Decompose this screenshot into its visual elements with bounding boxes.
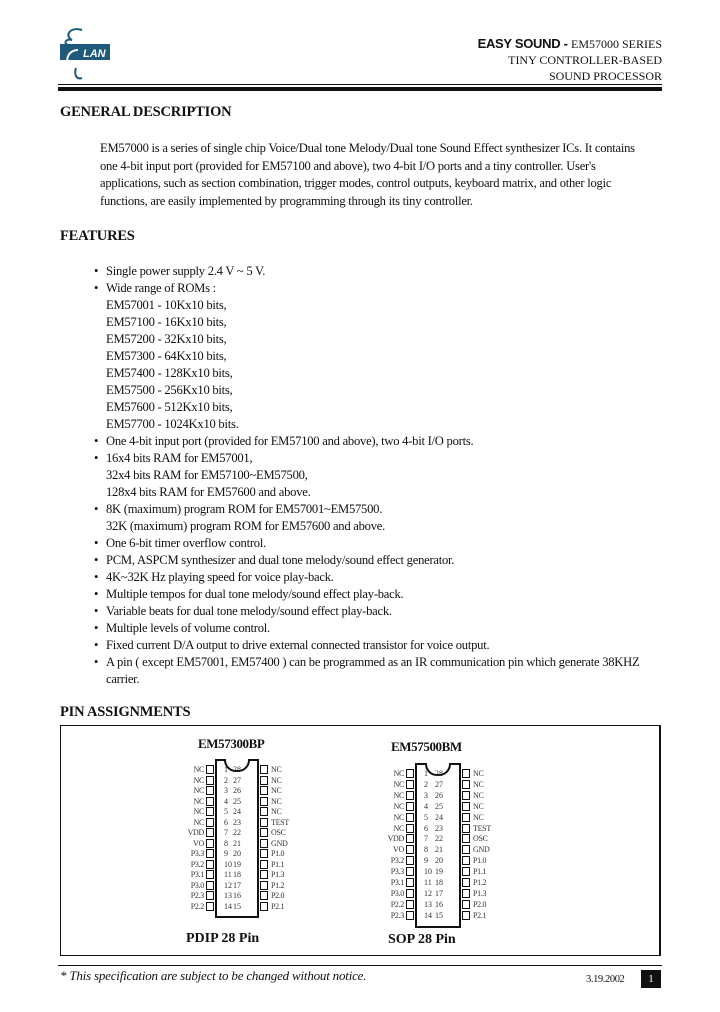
pin-pad xyxy=(406,791,414,800)
bullet-icon: • xyxy=(94,638,99,652)
pin-label: OSC xyxy=(271,828,286,837)
page-number: 1 xyxy=(641,970,661,988)
pin-number: 14 xyxy=(224,901,232,911)
feature-text: Multiple tempos for dual tone melody/sound effect play-back. xyxy=(106,587,404,601)
pin-label: P1.0 xyxy=(271,849,285,858)
bullet-icon: • xyxy=(94,451,99,465)
pin-number: 8 xyxy=(224,838,228,848)
pin-number: 15 xyxy=(435,910,443,920)
bullet-icon: • xyxy=(94,264,99,278)
pin-label: VDD xyxy=(387,834,404,844)
pin-number: 12 xyxy=(424,888,432,898)
pin-number: 13 xyxy=(424,899,432,909)
feature-subitem xyxy=(92,416,672,433)
pin-label: NC xyxy=(473,790,484,800)
pin-label: P2.0 xyxy=(271,891,285,900)
feature-text: EM57700 - 1024Kx10 bits. xyxy=(106,417,239,431)
package-label-pdip: PDIP 28 Pin xyxy=(186,931,260,946)
feature-text: EM57600 - 512Kx10 bits, xyxy=(106,400,233,414)
pin-number: 17 xyxy=(233,880,241,890)
footer-rule xyxy=(58,965,662,966)
pin-number: 10 xyxy=(424,867,432,877)
feature-item xyxy=(92,433,672,450)
pin-number: 28 xyxy=(435,769,443,778)
pin-number: 9 xyxy=(224,849,228,858)
pin-number: 23 xyxy=(435,823,443,833)
feature-text: EM57100 - 16Kx10 bits, xyxy=(106,315,227,329)
pin-label: P1.3 xyxy=(473,888,487,898)
pin-number: 24 xyxy=(233,807,241,816)
pin-number: 2 xyxy=(224,775,228,785)
pin-pad xyxy=(406,878,414,887)
pin-label: P2.3 xyxy=(190,891,204,900)
pin-number: 22 xyxy=(435,834,443,844)
pin-number: 24 xyxy=(435,812,443,822)
bullet-icon: • xyxy=(94,655,99,669)
footer-date: 3.19.2002 xyxy=(586,974,625,985)
pin-label: NC xyxy=(393,769,404,778)
pin-pad xyxy=(462,791,470,800)
feature-item xyxy=(92,263,672,280)
pin-number: 26 xyxy=(435,790,443,800)
feature-text: PCM, ASPCM synthesizer and dual tone melody/sound effect generator. xyxy=(106,553,455,567)
pin-pad xyxy=(462,845,470,854)
pin-number: 2 xyxy=(424,779,428,789)
pin-number: 4 xyxy=(224,796,228,806)
header-brand: EASY SOUND - xyxy=(477,36,571,51)
pin-label: P2.2 xyxy=(190,901,204,911)
chip-name-em57300bp: EM57300BP xyxy=(198,736,265,751)
pin-pad xyxy=(406,769,414,778)
feature-text: Multiple levels of volume control. xyxy=(106,621,270,635)
pin-label: P2.1 xyxy=(271,901,285,911)
feature-subitem xyxy=(92,518,672,535)
package-label-sop: SOP 28 Pin xyxy=(388,932,456,947)
feature-text: Variable beats for dual tone melody/sound effect play-back. xyxy=(106,604,392,618)
pin-number: 14 xyxy=(424,910,432,920)
pin-number: 20 xyxy=(233,849,241,858)
pin-assignment-box xyxy=(60,725,661,956)
pin-label: NC xyxy=(193,807,204,816)
pin-label: NC xyxy=(193,775,204,785)
pin-number: 10 xyxy=(224,859,232,869)
pin-label: P3.3 xyxy=(190,849,204,858)
pin-pad xyxy=(462,780,470,789)
pin-label: P3.1 xyxy=(390,878,404,887)
pin-number: 21 xyxy=(435,845,443,855)
header-series: EM57000 SERIES xyxy=(570,37,662,51)
bullet-icon: • xyxy=(94,434,99,448)
pin-label: NC xyxy=(193,796,204,806)
pin-number: 13 xyxy=(224,891,232,900)
pin-number: 5 xyxy=(424,812,428,822)
pin-label: NC xyxy=(193,765,204,774)
pin-label: NC xyxy=(473,812,484,822)
feature-item xyxy=(92,535,672,552)
section-title-pin-assignments: PIN ASSIGNMENTS xyxy=(60,704,191,720)
pin-pad xyxy=(462,856,470,865)
feature-text: 32K (maximum) program ROM for EM57600 and above. xyxy=(106,519,386,533)
pin-label: NC xyxy=(393,790,404,800)
feature-text: Fixed current D/A output to drive external connected transistor for voice output. xyxy=(106,638,490,652)
pin-number: 5 xyxy=(224,807,228,816)
pin-label: NC xyxy=(393,823,404,833)
pin-number: 8 xyxy=(424,845,428,855)
pin-number: 17 xyxy=(435,888,443,898)
feature-text: 16x4 bits RAM for EM57001, xyxy=(106,451,253,465)
section-title-features: FEATURES xyxy=(60,228,135,244)
pin-label: P2.0 xyxy=(473,899,487,909)
pin-number: 9 xyxy=(424,856,428,866)
pin-pad xyxy=(462,900,470,909)
pin-number: 18 xyxy=(233,870,241,879)
pin-number: 1 xyxy=(224,765,228,774)
pin-number: 15 xyxy=(233,901,241,911)
pin-label: P1.1 xyxy=(473,867,487,877)
general-description-paragraph xyxy=(100,140,670,210)
pin-number: 20 xyxy=(435,856,443,866)
pin-number: 21 xyxy=(233,838,241,848)
feature-text: 8K (maximum) program ROM for EM57001~EM57500. xyxy=(106,502,383,516)
paragraph-line: applications, such as section combination, trigger modes, control outputs, keyboard matrix, and other logic xyxy=(100,176,612,190)
pin-label: P2.2 xyxy=(390,899,404,909)
feature-item xyxy=(92,586,672,603)
pin-label: P3.2 xyxy=(390,856,404,866)
pin-label: P1.2 xyxy=(473,878,487,887)
pin-label: VO xyxy=(393,845,404,855)
feature-item xyxy=(92,654,672,671)
header-rule-thin xyxy=(58,84,662,85)
pin-number: 26 xyxy=(233,786,241,795)
pin-number: 7 xyxy=(224,828,228,837)
feature-text: carrier. xyxy=(106,672,140,686)
bullet-icon: • xyxy=(94,281,99,295)
feature-text: One 6-bit timer overflow control. xyxy=(106,536,266,550)
pin-pad xyxy=(406,834,414,843)
features-list xyxy=(92,263,672,688)
pin-label: VO xyxy=(193,838,204,848)
pin-label: P3.1 xyxy=(190,870,204,879)
pin-number: 4 xyxy=(424,801,428,811)
pin-label: NC xyxy=(193,786,204,795)
pin-pad xyxy=(406,802,414,811)
pin-number: 6 xyxy=(424,823,428,833)
bullet-icon: • xyxy=(94,621,99,635)
pin-label: P2.1 xyxy=(473,910,487,920)
header-rule-thick xyxy=(58,87,662,91)
feature-text: EM57001 - 10Kx10 bits, xyxy=(106,298,227,312)
pin-label: NC xyxy=(473,801,484,811)
feature-subitem xyxy=(92,331,672,348)
pin-label: NC xyxy=(393,801,404,811)
feature-subitem xyxy=(92,314,672,331)
feature-subitem xyxy=(92,467,672,484)
pin-label: P3.0 xyxy=(190,880,204,890)
pin-label: P1.0 xyxy=(473,856,487,866)
elan-logo xyxy=(56,24,114,82)
footer-disclaimer: * This specification are subject to be changed without notice. xyxy=(60,968,367,983)
feature-subitem xyxy=(92,365,672,382)
pin-pad xyxy=(406,889,414,898)
pin-pad xyxy=(462,802,470,811)
pin-label: NC xyxy=(473,769,484,778)
pin-label: P3.3 xyxy=(390,867,404,877)
pin-number: 19 xyxy=(435,867,443,877)
pin-pad xyxy=(462,911,470,920)
pin-label: NC xyxy=(393,812,404,822)
pin-label: GND xyxy=(473,845,490,855)
pin-number: 22 xyxy=(233,828,241,837)
feature-text: One 4-bit input port (provided for EM57100 and above), two 4-bit I/O ports. xyxy=(106,434,474,448)
section-title-general-description: GENERAL DESCRIPTION xyxy=(60,104,232,120)
elan-logo-icon xyxy=(56,24,114,82)
pin-pad xyxy=(462,824,470,833)
pin-label: VDD xyxy=(187,828,204,837)
pin-label: P1.1 xyxy=(271,859,285,869)
feature-item xyxy=(92,501,672,518)
feature-item xyxy=(92,603,672,620)
pin-number: 6 xyxy=(224,817,228,827)
pin-number: 28 xyxy=(233,765,241,774)
pin-number: 1 xyxy=(424,769,428,778)
pin-number: 27 xyxy=(233,775,241,785)
pin-label: NC xyxy=(393,779,404,789)
feature-text: Single power supply 2.4 V ~ 5 V. xyxy=(106,264,266,278)
pin-label: P1.3 xyxy=(271,870,285,879)
header-subtitle-1: TINY CONTROLLER-BASED xyxy=(508,53,662,67)
feature-text: A pin ( except EM57001, EM57400 ) can be programmed as an IR communication pin which generate 38KHZ xyxy=(106,655,640,669)
pin-number: 3 xyxy=(424,790,428,800)
paragraph-line: functions, are easily implemented by programming through its tiny controller. xyxy=(100,193,473,208)
pin-pad xyxy=(462,834,470,843)
pin-label: NC xyxy=(473,779,484,789)
feature-text: 128x4 bits RAM for EM57600 and above. xyxy=(106,485,311,499)
bullet-icon: • xyxy=(94,604,99,618)
pin-pad xyxy=(462,769,470,778)
pin-label: NC xyxy=(271,786,282,795)
pin-label: TEST xyxy=(271,817,289,827)
feature-item xyxy=(92,450,672,467)
pin-label: P3.0 xyxy=(390,888,404,898)
feature-text: Wide range of ROMs : xyxy=(106,281,216,295)
pin-pad xyxy=(406,824,414,833)
pin-pad xyxy=(406,845,414,854)
feature-text: 4K~32K Hz playing speed for voice play-back. xyxy=(106,570,334,584)
bullet-icon: • xyxy=(94,587,99,601)
feature-text: EM57200 - 32Kx10 bits, xyxy=(106,332,227,346)
feature-subitem xyxy=(92,348,672,365)
pin-number: 16 xyxy=(233,891,241,900)
pin-number: 25 xyxy=(435,801,443,811)
pin-label: NC xyxy=(271,765,282,774)
pin-pad xyxy=(406,780,414,789)
pin-number: 3 xyxy=(224,786,228,795)
pin-number: 11 xyxy=(424,878,432,887)
feature-item xyxy=(92,280,672,297)
feature-item xyxy=(92,620,672,637)
pin-number: 19 xyxy=(233,859,241,869)
pin-pad xyxy=(406,867,414,876)
feature-item xyxy=(92,569,672,586)
pin-pad xyxy=(462,878,470,887)
paragraph-line: one 4-bit input port (provided for EM57100 and above), two 4-bit I/O ports and a tiny controller. User's xyxy=(100,158,596,173)
pin-number: 27 xyxy=(435,779,443,789)
pin-label: P1.2 xyxy=(271,880,285,890)
pin-label: P2.3 xyxy=(390,910,404,920)
pin-pad xyxy=(406,856,414,865)
feature-text: EM57500 - 256Kx10 bits, xyxy=(106,383,233,397)
feature-text: EM57300 - 64Kx10 bits, xyxy=(106,349,227,363)
pin-number: 25 xyxy=(233,796,241,806)
paragraph-line: EM57000 is a series of single chip Voice/Dual tone Melody/Dual tone Sound Effect synthesizer ICs. It contains xyxy=(100,141,635,155)
pin-pad xyxy=(406,813,414,822)
pin-number: 18 xyxy=(435,878,443,887)
pin-pad xyxy=(462,813,470,822)
pin-label: NC xyxy=(193,817,204,827)
svg-text:LAN: LAN xyxy=(83,48,106,60)
pin-pad xyxy=(462,889,470,898)
pin-number: 12 xyxy=(224,880,232,890)
feature-text: 32x4 bits RAM for EM57100~EM57500, xyxy=(106,468,308,482)
pin-label: OSC xyxy=(473,834,488,844)
feature-subitem xyxy=(92,399,672,416)
header-subtitle-2: SOUND PROCESSOR xyxy=(548,69,662,83)
pin-number: 16 xyxy=(435,899,443,909)
pin-pad xyxy=(406,911,414,920)
header-product-line xyxy=(478,36,662,52)
chip-diagram-sop xyxy=(61,726,661,957)
bullet-icon: • xyxy=(94,570,99,584)
pin-label: NC xyxy=(271,807,282,816)
pin-label: NC xyxy=(271,796,282,806)
pin-label: NC xyxy=(271,775,282,785)
feature-subitem xyxy=(92,297,672,314)
pin-number: 11 xyxy=(224,870,232,879)
feature-subitem xyxy=(92,382,672,399)
bullet-icon: • xyxy=(94,553,99,567)
feature-subitem xyxy=(92,484,672,501)
bullet-icon: • xyxy=(94,502,99,516)
feature-item xyxy=(92,552,672,569)
pin-pad xyxy=(406,900,414,909)
pin-number: 7 xyxy=(424,834,428,844)
pin-label: P3.2 xyxy=(190,859,204,869)
pin-pad xyxy=(462,867,470,876)
bullet-icon: • xyxy=(94,536,99,550)
feature-item xyxy=(92,637,672,654)
pin-label: GND xyxy=(271,838,288,848)
pin-label: TEST xyxy=(473,823,491,833)
feature-text: EM57400 - 128Kx10 bits, xyxy=(106,366,233,380)
chip-name-em57500bm: EM57500BM xyxy=(391,739,462,754)
pin-number: 23 xyxy=(233,817,241,827)
feature-subitem xyxy=(92,671,672,688)
